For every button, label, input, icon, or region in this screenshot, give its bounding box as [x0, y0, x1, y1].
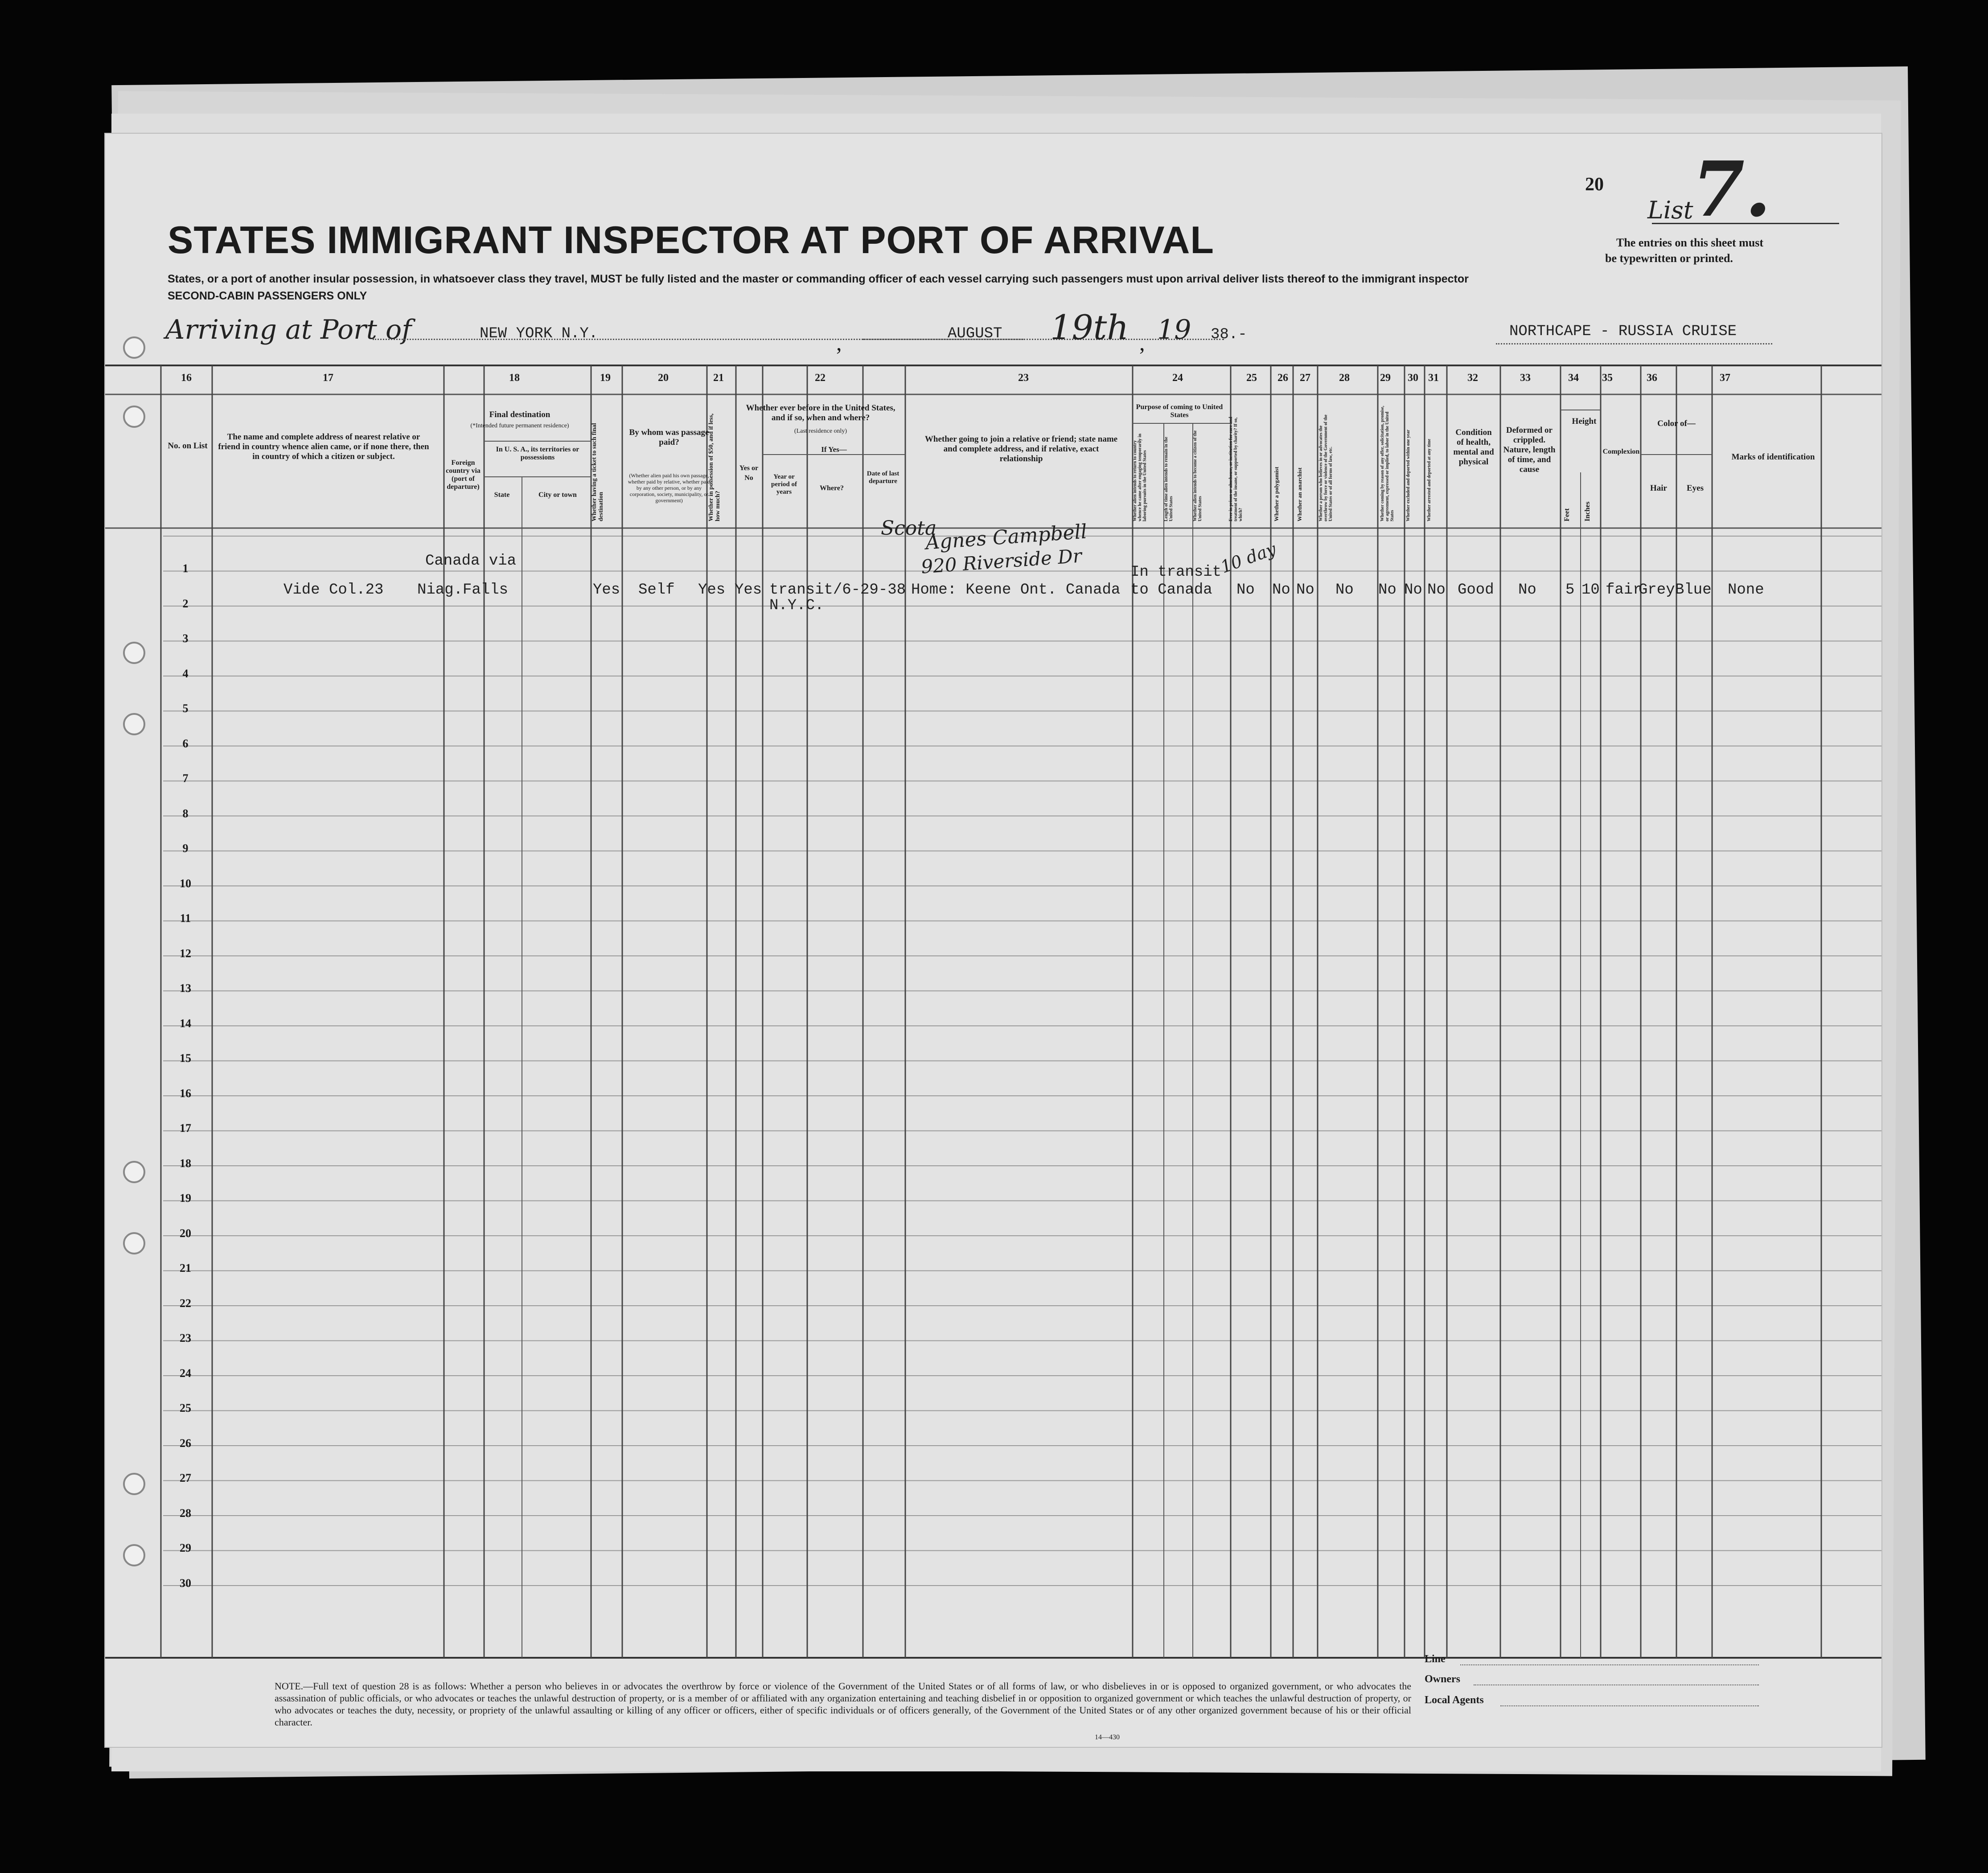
header-no-on-list: No. on List	[168, 441, 208, 451]
row-number: 2	[182, 597, 189, 610]
entry-deformed: No	[1518, 582, 1536, 598]
column-number: 32	[1467, 372, 1478, 384]
row-number: 17	[180, 1122, 191, 1135]
subtitle: States, or a port of another insular possession, in whatsoever class they travel, MUST be fully listed and the master or commanding officer of each vessel carrying such passengers must upon arrival deliver lists thereof to the immigrant inspector	[168, 273, 1469, 285]
entry-polygamist: No	[1272, 582, 1290, 598]
header-last-residence-note: (Last residence only)	[794, 428, 847, 434]
column-number: 37	[1720, 372, 1730, 384]
comma: ,	[1139, 330, 1145, 355]
column-number: 34	[1568, 372, 1579, 384]
row-number: 24	[180, 1366, 191, 1380]
entry-ever-before: Yes	[735, 582, 762, 598]
header-date-last-departure: Date of last departure	[867, 470, 900, 485]
column-number: 33	[1520, 372, 1531, 384]
entry-height-inches: 10	[1581, 582, 1600, 598]
row-number: 26	[180, 1436, 191, 1450]
list-label: List	[1647, 196, 1693, 224]
entry-nearest-relative: Vide Col.23	[283, 582, 384, 598]
header-complexion: Complexion	[1602, 448, 1640, 455]
header-where: Where?	[820, 484, 844, 492]
row-number: 9	[182, 842, 189, 855]
page-title: STATES IMMIGRANT INSPECTOR AT PORT OF ARRIVAL	[168, 219, 1214, 262]
row-number: 10	[180, 877, 191, 890]
header-purpose-citizen: Whether alien intends to become a citizen of the United States	[1193, 430, 1203, 521]
entry-health: Good	[1458, 582, 1494, 598]
entry-prison: No	[1236, 582, 1255, 598]
footer-agents-dots	[1500, 1705, 1759, 1706]
row-number: 3	[182, 632, 189, 645]
column-number: 36	[1647, 372, 1657, 384]
column-number: 17	[323, 372, 333, 384]
row-number: 4	[182, 667, 189, 680]
typewritten-note-line2: be typewritten or printed.	[1605, 252, 1733, 265]
entry-overthrow: No	[1335, 582, 1354, 598]
header-anarchist: Whether an anarchist	[1296, 467, 1303, 521]
header-city: City or town	[538, 491, 577, 499]
column-number: 25	[1246, 372, 1257, 384]
entry-ticket: Yes	[593, 582, 620, 598]
form-code: 14—430	[1095, 1734, 1120, 1741]
row-number: 29	[180, 1541, 191, 1554]
row-number: 1	[182, 562, 189, 575]
entry-purpose-handwritten: 10 day	[1218, 539, 1279, 577]
row-number: 13	[180, 982, 191, 995]
port-value: NEW YORK N.Y.	[480, 325, 598, 342]
row-number: 30	[180, 1576, 191, 1590]
header-arrested: Whether arrested and deported at any time	[1427, 439, 1432, 521]
header-nearest-relative: The name and complete address of nearest relative or friend in country whence alien came, or if none there, then in country of which a citizen or subject.	[218, 432, 429, 461]
entry-labor-offer: No	[1378, 582, 1397, 598]
header-if-yes: If Yes—	[821, 445, 847, 454]
column-number: 16	[181, 372, 192, 384]
year-prefix: 19	[1157, 314, 1191, 345]
row-number: 28	[180, 1506, 191, 1520]
header-state: State	[494, 491, 510, 499]
row-number: 19	[180, 1192, 191, 1205]
row-number: 15	[180, 1052, 191, 1065]
manifest-page	[105, 134, 1881, 1747]
header-overthrow: Whether a person who believes in or advocates the overthrow by force or violence of the Government of the United States or of all forms of law, etc.	[1318, 414, 1333, 521]
entry-purpose-1: In transit	[1130, 564, 1222, 581]
entry-handwritten-2: Agnes Campbell	[924, 520, 1088, 554]
row-number: 16	[180, 1086, 191, 1100]
list-number: 7.	[1692, 145, 1771, 234]
class-note: SECOND-CABIN PASSENGERS ONLY	[168, 290, 367, 302]
header-join-relative: Whether going to join a relative or friend; state name and complete address, and if relative, exact relationship	[924, 434, 1118, 463]
header-ticket: Whether having a ticket to such final destination	[591, 423, 604, 521]
header-in-usa: In U. S. A., its territories or possessions	[496, 446, 579, 461]
row-number: 22	[180, 1296, 191, 1310]
header-hair: Hair	[1650, 484, 1667, 493]
header-prison: Ever in prison or almshouse, or institution for care and treatment of the insane, or supported by charity? If so, which?	[1228, 417, 1243, 521]
header-height: Height	[1572, 417, 1597, 426]
year-suffix: 38.-	[1211, 326, 1247, 343]
entry-eyes: Blue	[1675, 582, 1712, 598]
day-value: 19th	[1050, 307, 1129, 347]
header-passage-paid-note: (Whether alien paid his own passage, whether paid by relative, whether paid by any other person, or by any corporation, society, municipality, or government)	[628, 472, 711, 504]
column-number: 21	[713, 372, 724, 384]
column-number: 20	[658, 372, 669, 384]
entry-marks: None	[1728, 582, 1764, 598]
entry-passage-paid: Self	[638, 582, 675, 598]
header-foreign-country: Foreign country via (port of departure)	[446, 459, 481, 491]
header-polygamist: Whether a polygamist	[1273, 467, 1280, 521]
header-passage-paid: By whom was passage paid?	[629, 428, 709, 447]
entry-height-feet: 5	[1565, 582, 1575, 598]
column-number: 26	[1277, 372, 1288, 384]
entry-handwritten-3: 920 Riverside Dr	[920, 545, 1083, 578]
header-inches: Inches	[1584, 501, 1591, 521]
column-number: 24	[1172, 372, 1183, 384]
header-color-of: Color of—	[1657, 419, 1696, 428]
entry-where: N.Y.C.	[769, 597, 824, 614]
header-marks-identification: Marks of identification	[1731, 452, 1815, 462]
typewritten-note-line1: The entries on this sheet must	[1616, 236, 1764, 249]
row-number: 27	[180, 1471, 191, 1484]
column-number: 29	[1380, 372, 1391, 384]
footer-owners-label: Owners	[1425, 1673, 1460, 1685]
entry-year-period: transit/6-29-38	[769, 582, 906, 598]
row-number: 11	[180, 912, 191, 925]
header-feet: Feet	[1563, 508, 1571, 521]
column-number: 30	[1408, 372, 1418, 384]
entry-handwritten-1: Scota	[881, 517, 937, 540]
header-purpose: Purpose of coming to United States	[1136, 403, 1223, 419]
column-number: 19	[600, 372, 611, 384]
footer-line-label: Line	[1425, 1653, 1446, 1665]
arriving-label: Arriving at Port of	[165, 314, 412, 345]
entry-join-relative: Home: Keene Ont. Canada	[911, 582, 1121, 598]
entry-fifty-dollars: Yes	[698, 582, 726, 598]
header-yes-or-no: Yes or No	[739, 464, 759, 482]
month-value: AUGUST	[948, 325, 1002, 342]
entry-anarchist: No	[1296, 582, 1314, 598]
column-number: 18	[509, 372, 520, 384]
row-number: 8	[182, 807, 189, 820]
entry-arrested: No	[1427, 582, 1446, 598]
column-number: 22	[815, 372, 826, 384]
header-year-period: Year or period of years	[771, 473, 797, 496]
entry-purpose-2: to Canada	[1130, 582, 1212, 598]
row-number: 6	[182, 737, 189, 750]
footer-owners-dots	[1474, 1684, 1759, 1685]
footer-line-dots	[1460, 1664, 1759, 1665]
row-number: 21	[180, 1262, 191, 1275]
header-ever-before-us: Whether ever before in the United States, and if so, when and where?	[746, 403, 895, 422]
header-excluded: Whether excluded and deported within one year	[1406, 430, 1411, 521]
row-number: 23	[180, 1332, 191, 1344]
header-fifty-dollars: Whether in possession of $50, and if less, how much?	[708, 413, 721, 521]
page-number: 20	[1585, 174, 1604, 195]
cruise-value: NORTHCAPE - RUSSIA CRUISE	[1509, 323, 1737, 340]
entry-hair: Grey	[1639, 582, 1675, 598]
entry-complexion: fair	[1606, 582, 1642, 598]
row-number: 14	[180, 1016, 191, 1030]
footer-agents-label: Local Agents	[1425, 1694, 1484, 1706]
row-number: 20	[180, 1226, 191, 1240]
column-number: 27	[1300, 372, 1310, 384]
row-number: 25	[180, 1402, 191, 1414]
row-number: 18	[180, 1156, 191, 1170]
header-final-destination: Final destination	[489, 410, 550, 419]
header-health: Condition of health, mental and physical	[1453, 428, 1494, 467]
row-number: 5	[182, 702, 189, 715]
comma: ,	[836, 330, 842, 355]
header-eyes: Eyes	[1687, 484, 1704, 493]
row-number: 7	[182, 772, 189, 785]
column-number: 31	[1428, 372, 1439, 384]
manifest-table-grid	[105, 134, 1881, 1747]
entry-foreign-via: Canada via	[425, 553, 517, 570]
column-number: 28	[1339, 372, 1350, 384]
header-deformed: Deformed or crippled. Nature, length of time, and cause	[1503, 426, 1556, 474]
footnote-question-28: NOTE.—Full text of question 28 is as follows: Whether a person who believes in or advocates the overthrow by force or violence of the Government of the United States or of all forms of law, or who disbelieves in or is opposed to organized government, or who advocates the assassination of public officials, or who advocates or teaches the unlawful destruction of property, or is a member of or affiliated with any organization entertaining and teaching disbelief in or opposition to organized government or which teaches the unlawful destruction of property, or who advocates or teaches the duty, necessity, or propriety of the unlawful assaulting or killing of any officer or officers, either of specific individuals or of officers generally, of the Government of the United States or of any other organized government because of his or their official character.	[275, 1680, 1411, 1728]
header-labor-offer: Whether coming by reason of any offer, solicitation, promise, or agreement, expressed or implied, to labor in the United States	[1380, 406, 1395, 521]
header-purpose-return: Whether alien intends to return to country whence he came after engaging temporarily in laboring pursuits in the United States	[1133, 434, 1147, 521]
entry-excluded: No	[1404, 582, 1422, 598]
entry-foreign-port: Niag.Falls	[417, 582, 509, 598]
row-number: 12	[180, 947, 191, 960]
column-number: 23	[1018, 372, 1029, 384]
header-final-destination-note: (*Intended future permanent residence)	[470, 422, 569, 429]
header-purpose-length: Length of time alien intends to remain in the United States	[1164, 437, 1174, 521]
column-number: 35	[1602, 372, 1613, 384]
